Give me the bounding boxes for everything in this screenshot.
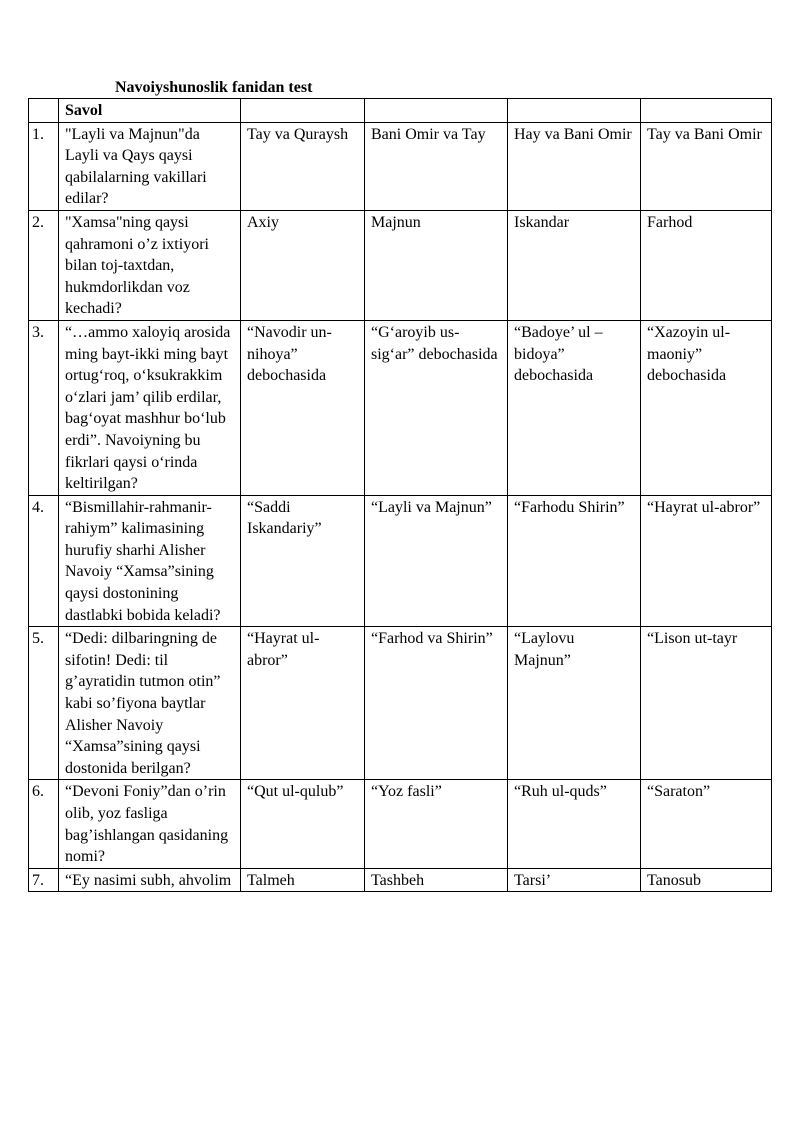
option-b: Majnun xyxy=(365,210,508,320)
option-a: Talmeh xyxy=(241,868,365,892)
row-number: 1. xyxy=(29,122,59,210)
option-d: “Saraton” xyxy=(641,780,772,868)
row-number: 2. xyxy=(29,210,59,320)
table-row xyxy=(29,780,772,868)
question-text: "Xamsa"ning qaysi qahramoni o’z ixtiyori bilan toj-taxtdan, hukmdorlikdan voz kechadi? xyxy=(59,210,241,320)
question-text: “Ey nasimi subh, ahvolim xyxy=(59,868,241,892)
question-text: “Devoni Foniy”dan o’rin olib, yoz fasliga bag’ishlangan qasidaning nomi? xyxy=(59,780,241,868)
option-d: Farhod xyxy=(641,210,772,320)
row-number: 6. xyxy=(29,780,59,868)
option-a: “Navodir un-nihoya” debochasida xyxy=(241,320,365,495)
option-b: “Yoz fasli” xyxy=(365,780,508,868)
header-number-cell xyxy=(29,99,59,123)
option-c: Tarsi’ xyxy=(508,868,641,892)
row-number: 7. xyxy=(29,868,59,892)
option-d: Tay va Bani Omir xyxy=(641,122,772,210)
option-b: “G‘aroyib us-sig‘ar” debochasida xyxy=(365,320,508,495)
option-b: “Layli va Majnun” xyxy=(365,495,508,627)
option-d: “Hayrat ul-abror” xyxy=(641,495,772,627)
option-c: Hay va Bani Omir xyxy=(508,122,641,210)
option-b: Tashbeh xyxy=(365,868,508,892)
row-number: 3. xyxy=(29,320,59,495)
option-d: “Xazoyin ul-maoniy” debochasida xyxy=(641,320,772,495)
table-row xyxy=(29,495,772,627)
test-table xyxy=(28,98,772,892)
header-question-cell: Savol xyxy=(59,99,241,123)
header-option-d-cell xyxy=(641,99,772,123)
question-text: “Bismillahir-rahmanir-rahiym” kalimasining hurufiy sharhi Alisher Navoiy “Xamsa”sining qaysi dostonining dastlabki bobida keladi? xyxy=(59,495,241,627)
option-c: Iskandar xyxy=(508,210,641,320)
table-row xyxy=(29,868,772,892)
header-option-b-cell xyxy=(365,99,508,123)
header-option-a-cell xyxy=(241,99,365,123)
option-c: “Laylovu Majnun” xyxy=(508,627,641,780)
option-c: “Badoye’ ul – bidoya” debochasida xyxy=(508,320,641,495)
table-row xyxy=(29,320,772,495)
option-b: “Farhod va Shirin” xyxy=(365,627,508,780)
table-row xyxy=(29,627,772,780)
question-text: “Dedi: dilbaringning de sifotin! Dedi: til g’ayratidin tutmon otin” kabi so’fiyona baytlar Alisher Navoiy “Xamsa”sining qaysi dostonida berilgan? xyxy=(59,627,241,780)
question-text: “…ammo xaloyiq arosida ming bayt-ikki ming bayt ortug‘roq, o‘ksukrakkim o‘zlari jam’ qilib erdilar, bag‘oyat mashhur bo‘lub erdi”. Navoiyning bu fikrlari qaysi o‘rinda keltirilgan? xyxy=(59,320,241,495)
header-row xyxy=(29,99,772,123)
option-c: “Farhodu Shirin” xyxy=(508,495,641,627)
table-row xyxy=(29,210,772,320)
table-row xyxy=(29,122,772,210)
document-title: Navoiyshunoslik fanidan test xyxy=(115,79,313,96)
option-a: Tay va Quraysh xyxy=(241,122,365,210)
row-number: 5. xyxy=(29,627,59,780)
option-a: “Qut ul-qulub” xyxy=(241,780,365,868)
row-number: 4. xyxy=(29,495,59,627)
option-a: Axiy xyxy=(241,210,365,320)
option-a: “Saddi Iskandariy” xyxy=(241,495,365,627)
option-d: Tanosub xyxy=(641,868,772,892)
header-option-c-cell xyxy=(508,99,641,123)
option-d: “Lison ut-tayr xyxy=(641,627,772,780)
option-c: “Ruh ul-quds” xyxy=(508,780,641,868)
option-a: “Hayrat ul-abror” xyxy=(241,627,365,780)
option-b: Bani Omir va Tay xyxy=(365,122,508,210)
question-text: "Layli va Majnun"da Layli va Qays qaysi qabilalarning vakillari edilar? xyxy=(59,122,241,210)
